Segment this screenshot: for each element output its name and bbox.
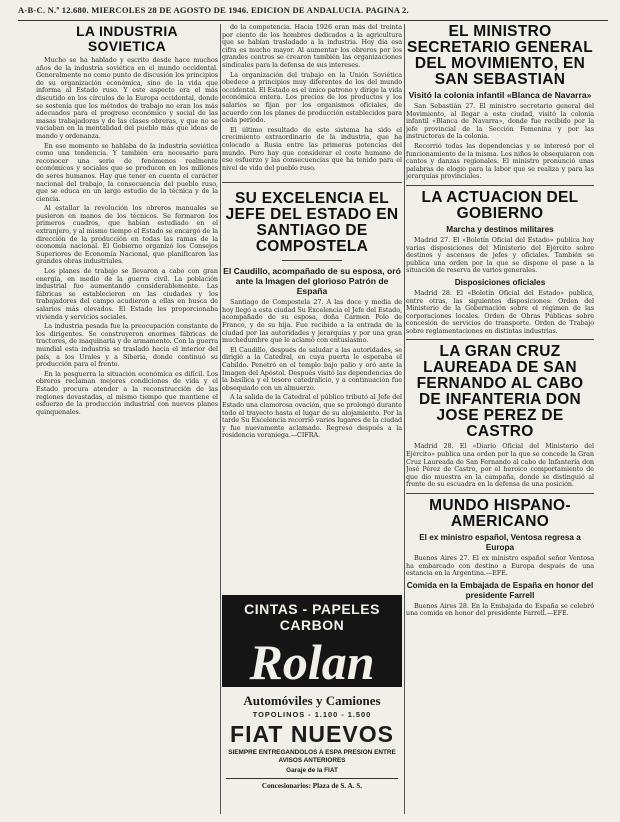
headline-actuacion-gobierno: LA ACTUACION DEL GOBIERNO <box>421 188 579 222</box>
subheadline-comida-embajada: Comida en la Embajada de España en honor del presidente Farrell <box>406 580 594 600</box>
subheadline-caudillo: El Caudillo, acompañado de su esposa, oró ante la Imagen del glorioso Patrón de España <box>223 266 401 297</box>
column-divider-2 <box>404 24 405 814</box>
ad-automoviles-text: Automóviles y Camiones <box>243 693 381 708</box>
article-paragraph: La organización del trabajo en la Unión Soviética obedece a principios muy diferentes de los del mundo occidental. El Estado es el único patrono y dirige la vida económica entera. Los precios de los productos y los salarios se fijan por los organismos oficiales, de acuerdo con los planes de producción establecidos para cada período. <box>222 70 402 125</box>
top-rule <box>18 20 608 21</box>
subheadline-destinos-militares: Marcha y destinos militares <box>446 224 554 234</box>
column-3 <box>406 24 594 816</box>
ad-rolan-logo: Rolan <box>249 634 375 690</box>
article-paragraph: Santiago de Compostela 27. A las doce y media de hoy llegó a esta ciudad Su Excelencia el Jefe del Estado, acompañado de su esposa, doña Carmen Polo de Franco, y de su hija. Fue recibido a la entrada de la ciudad por las autoridades y jerarquías y por una gran muchedumbre que le aclamó con entusiasmo. <box>222 298 402 345</box>
headline-gran-cruz-laureada: LA GRAN CRUZ LAUREADA DE SAN FERNANDO AL CABO DE INFANTERIA DON JOSE PEREZ DE CASTRO <box>416 343 584 441</box>
ad-footer-text: Concesionarios: Plaza de S. A. S. <box>261 782 363 790</box>
column-divider-1 <box>220 24 221 814</box>
article-paragraph: de la competencia. Hacia 1926 eran más del treinta por ciento de los hombres dedicados a la agricultura que se habían trasladado a la industria. Hoy día esa cifra es mucho mayor. Al aumentar los obreros por los grandes centros se crearon también las organizaciones sindicales para la defensa de sus intereses. <box>222 24 402 69</box>
subheadline-ventosa: El ex ministro español, Ventosa regresa a Europa <box>419 533 581 553</box>
ad-agency-text: Garaje de la FIAT <box>286 767 338 774</box>
masthead: A-B-C. N.º 12.680. MIERCOLES 28 DE AGOSTO DE 1946. EDICION DE ANDALUCIA. PAGINA 2. <box>18 5 409 15</box>
article-paragraph: La industria pesada fue la preocupación constante de los dirigentes. Se construyeron enormes fábricas de tractores, de maquinaria y de armamento. Con la guerra mundial esta industria se trasladó hacia el interior del país, a los Urales y a Siberia, donde continuó su producción para el frente. <box>36 322 218 369</box>
article-paragraph: Mucho se ha hablado y escrito desde hace muchos años de la industria soviética en el mundo occidental. Generalmente no como punto de discusión los principios de su organización económica, sino de la vida que informa al Estado ruso. Y este aspecto era el más discutido en los círculos de la Europa occidental, donde se sostenía que los métodos de trabajo no eran los más adecuados para el progreso económico y social de las masas trabajadoras y de las clases obreras, y que no se vaciaban en la mentalidad del pueblo más que ideas de mando y ordenanza. <box>36 56 218 140</box>
article-paragraph: Buenos Aires 27. El ex ministro español señor Ventosa ha embarcado con destino a Europa después de una estancia en la Argentina.—EFE. <box>406 554 594 578</box>
article-paragraph: Los planes de trabajo se llevaron a cabo con gran energía, en medio de la guerra civil. La población industrial fue aumentando considerablemente. Las fábricas se establecieron en las ciudades y los trabajadores del campo acudieron a ellas en busca de salarios más elevados. El Estado les proporcionaba vivienda y servicios sociales. <box>36 267 218 321</box>
section-divider <box>282 260 342 261</box>
subheadline-colonia-infantil: Visitó la colonia infantil «Blanca de Navarra» <box>408 90 592 100</box>
headline-mundo-hispano-americano: MUNDO HISPANO-AMERICANO <box>429 497 571 531</box>
article-paragraph: En ese momento se hablaba de la industria soviética como una tendencia. Y también era necesario para reconocer una serie de fenómenos realmente económicos y sociales que se producen en los millones de seres humanos. Hay que tener en cuenta el carácter nacional del trabajo, la consecuencia del pueblo ruso, que se educa en un largo estudio de la técnica y de la ciencia. <box>36 141 218 203</box>
article-paragraph: Madrid 27. El «Boletín Oficial del Estado» publica hoy varias disposiciones del Ministerio del Ejército sobre destinos y ascensos de jefes y oficiales. También se publica una orden por la que se dispone el pase a la situación de reserva de varios generales. <box>406 235 594 275</box>
article-paragraph: El último resultado de este sistema ha sido el crecimiento extraordinario de la industria, que ha colocado a Rusia entre las primeras potencias del mundo. Pero hay que considerar el coste humano de ese esfuerzo y las consecuencias que ha tenido para el nivel de vida del pueblo ruso. <box>222 125 402 172</box>
headline-ministro-secretario: EL MINISTRO SECRETARIO GENERAL DEL MOVIMIENTO, EN SAN SEBASTIAN <box>407 24 593 88</box>
article-paragraph: Madrid 28. El «Boletín Oficial del Estado» publica, entre otras, las siguientes disposiciones: Orden del Ministerio de la Gobernación sobre el régimen de las corporaciones locales. Orden de Obras Públicas sobre concesión de servicios de transporte. Orden de Trabajo sobre reglamentaciones en distintas industrias. <box>406 288 594 335</box>
section-divider <box>222 182 402 183</box>
article-paragraph: Al estallar la revolución los obreros manuales se pusieron en manos de los técnicos. Se formaron los primeros cuadros, que habían estudiado en el extranjero, y al mismo tiempo el Estado se encargó de la dirección de la producción en todas las ramas de la economía nacional. El Gobierno organizó los Consejos Superiores de Economía Nacional, que planificaron las grandes obras industriales. <box>36 204 218 266</box>
ad-rolan-banner <box>222 595 402 690</box>
ad-divider <box>226 778 398 779</box>
ad-fiat-nuevos: FIAT NUEVOS <box>230 721 394 747</box>
column-1 <box>36 24 218 816</box>
section-divider <box>406 339 594 340</box>
article-paragraph: A la salida de la Catedral el público tributó al Jefe del Estado una clamorosa ovación, que se prolongó durante todo el trayecto hasta el lugar de su alojamiento. Por la tarde Su Excelencia recorrió varios lugares de la ciudad y fue nuevamente aclamado. Regresó después a la residencia veraniega.—CIFRA. <box>222 393 402 440</box>
advertisement <box>222 595 402 820</box>
article-paragraph: San Sebastián 27. El ministro secretario general del Movimiento, al llegar a esta ciudad, visitó la colonia infantil «Blanca de Navarra», donde fue recibido por la jefe provincial de la Sección Femenina y por las instructoras de la colonia. <box>406 102 594 141</box>
column-2 <box>222 24 402 592</box>
ad-cintas-text: CINTAS - PAPELES CARBON <box>244 601 380 633</box>
ad-small-text: SIEMPRE ENTREGANDOLOS A ESPA PRESION ENTRE AVISOS ANTERIORES <box>228 749 396 764</box>
headline-industria-sovietica: LA INDUSTRIA SOVIETICA <box>76 24 178 54</box>
section-divider <box>406 493 594 494</box>
article-paragraph: Recorrió todas las dependencias y se interesó por el funcionamiento de la misma. Los niños le obsequiaron con cantos y danzas regionales. El ministro pronunció unas palabras de elogio para la labor que se realiza y para las jerarquías provinciales. <box>406 141 594 181</box>
headline-jefe-del-estado: SU EXCELENCIA EL JEFE DEL ESTADO EN SANTIAGO DE COMPOSTELA <box>225 190 399 256</box>
article-paragraph: En la posguerra la situación económica es difícil. Los obreros reclaman mejores condiciones de vida y el Estado procura atender a la reconstrucción de las regiones devastadas, al mismo tiempo que mantiene el esfuerzo de la producción industrial con nuevos planes quinquenales. <box>36 369 218 416</box>
article-paragraph: Madrid 28. El «Diario Oficial del Ministerio del Ejército» publica una orden por la que se concede la Gran Cruz Laureada de San Fernando al cabo de Infantería don José Pérez de Castro, por el heroico comportamiento de que dio muestra en la campaña, donde se distinguió al frente de su escuadra en la defensa de una posición. <box>406 442 594 489</box>
article-paragraph: El Caudillo, después de saludar a las autoridades, se dirigió a la Catedral, en cuya puerta le esperaba el Cabildo. Penetró en el templo bajo palio y oró ante la Imagen del Apóstol. Después visitó las dependencias de la basílica y el tesoro catedralicio, y a continuación fue obsequiado con un almuerzo. <box>222 345 402 392</box>
article-paragraph: Buenos Aires 28. En la Embajada de España se celebró una comida en honor del presidente Farrell.—EFE. <box>406 601 594 618</box>
ad-models-text: TOPOLINOS - 1.100 - 1.500 <box>252 710 372 719</box>
subheadline-disposiciones: Disposiciones oficiales <box>454 277 546 287</box>
section-divider <box>406 185 594 186</box>
